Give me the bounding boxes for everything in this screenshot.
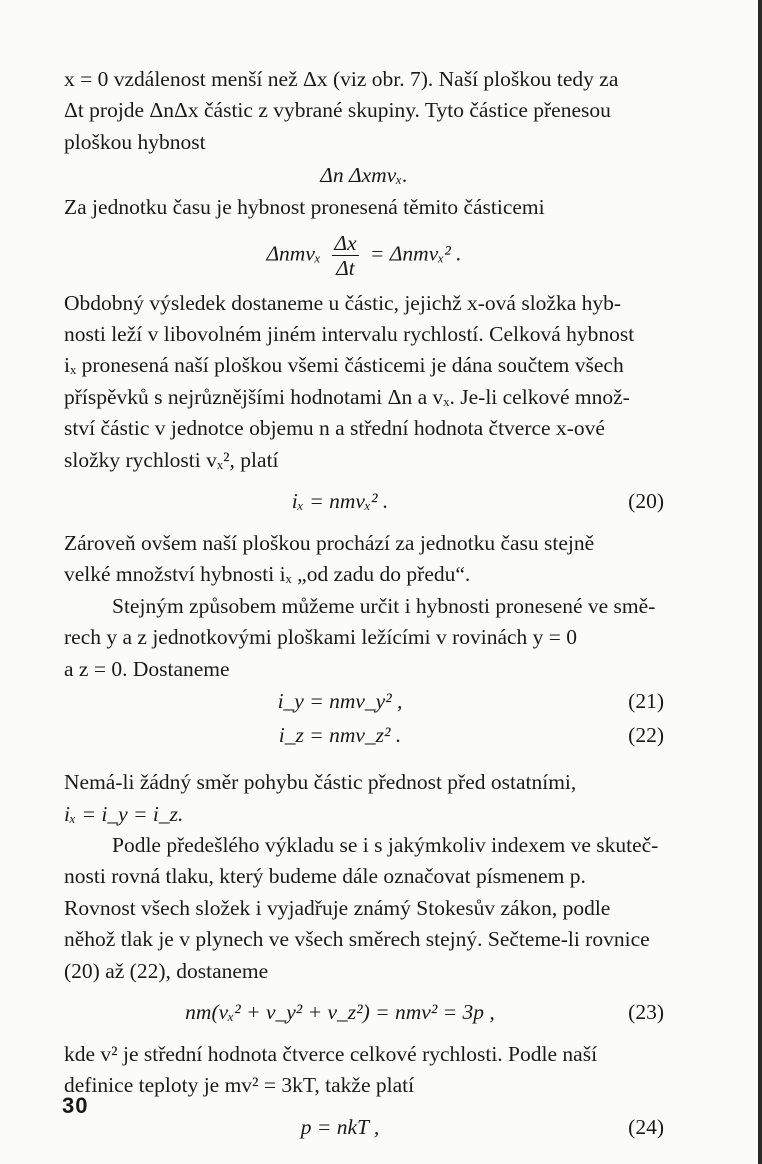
equation-flux <box>64 224 664 288</box>
text-line: iₓ = i_y = i_z. <box>64 801 184 826</box>
equation-body <box>64 231 664 280</box>
text-line: nosti rovná tlaku, který budeme dále označovat písmenem p. <box>64 864 586 889</box>
page-number: 30 <box>62 1093 89 1118</box>
fraction-denominator: Δt <box>336 256 355 281</box>
equation-number: (21) <box>628 689 664 714</box>
equation-20 <box>64 476 664 528</box>
equation-23 <box>64 987 664 1039</box>
text-line: nosti leží v libovolném jiném intervalu rychlostí. Celková hybnost <box>64 322 635 347</box>
equation-21 <box>64 685 664 719</box>
text-line: Za jednotku času je hybnost pronesená těmito částicemi <box>64 195 545 220</box>
equation-momentum <box>64 158 664 192</box>
equation-number: (23) <box>628 1000 664 1025</box>
text-line: rech y a z jednotkovými ploškami ležícími v rovinách y = 0 <box>64 625 578 650</box>
text-line: Δt projde ΔnΔx částic z vybrané skupiny. Tyto částice přenesou <box>64 98 611 123</box>
equation-body: i_y = nmv_y² , <box>277 689 403 714</box>
equation-body: Δn Δxmvₓ. <box>320 162 408 187</box>
equation-left: Δnmvₓ <box>266 241 321 266</box>
text-line: iₓ pronesená naší ploškou všemi částicemi je dána součtem všech <box>64 353 624 378</box>
text-line: Stejným způsobem můžeme určit i hybnosti pronesené ve smě- <box>112 593 656 618</box>
text-line: ství částic v jednotce objemu n a střední hodnota čtverce x-ové <box>64 416 605 441</box>
text-line: Zároveň ovšem naší ploškou prochází za jednotku času stejně <box>64 531 595 556</box>
text-line: x = 0 vzdálenost menší než Δx (viz obr. 7). Naší ploškou tedy za <box>64 67 619 91</box>
text-line: Nemá-li žádný směr pohybu částic přednost před ostatními, <box>64 770 577 795</box>
equation-24 <box>64 1102 664 1154</box>
text-line: kde v² je střední hodnota čtverce celkové rychlosti. Podle naší <box>64 1041 598 1066</box>
equation-number: (20) <box>628 489 664 514</box>
equation-body: nm(vₓ² + v_y² + v_z²) = nmv² = 3p , <box>185 1000 495 1025</box>
equation-body: i_z = nmv_z² . <box>278 723 402 748</box>
fraction-numerator: Δx <box>334 231 357 256</box>
text-line: a z = 0. Dostaneme <box>64 656 230 681</box>
equation-right: = Δnmvₓ² . <box>369 241 462 266</box>
equation-number: (22) <box>628 723 664 748</box>
page-edge <box>758 0 762 1164</box>
equation-body: p = nkT , <box>300 1115 380 1140</box>
text-line: něhož tlak je v plynech ve všech směrech stejný. Sečteme-li rovnice <box>64 927 650 952</box>
equation-number: (24) <box>628 1115 664 1140</box>
text-line: Obdobný výsledek dostaneme u částic, jejichž x-ová složka hyb- <box>64 290 622 315</box>
equation-body: iₓ = nmvₓ² . <box>291 489 389 514</box>
equation-22 <box>64 719 664 753</box>
text-line: (20) až (22), dostaneme <box>64 958 269 983</box>
text-line: Podle předešlého výkladu se i s jakýmkoliv indexem ve skuteč- <box>112 832 659 857</box>
text-line: složky rychlosti vₓ², platí <box>64 447 279 472</box>
text-line: příspěvků s nejrůznějšími hodnotami Δn a vₓ. Je-li celkové množ- <box>64 384 630 409</box>
text-line: ploškou hybnost <box>64 129 206 154</box>
page-text <box>64 64 664 1154</box>
text-line: definice teploty je mv² = 3kT, takže platí <box>64 1073 415 1098</box>
text-line: Rovnost všech složek i vyjadřuje známý Stokesův zákon, podle <box>64 895 611 920</box>
fraction <box>332 231 358 280</box>
text-line: velké množství hybnosti iₓ „od zadu do předu“. <box>64 562 471 587</box>
